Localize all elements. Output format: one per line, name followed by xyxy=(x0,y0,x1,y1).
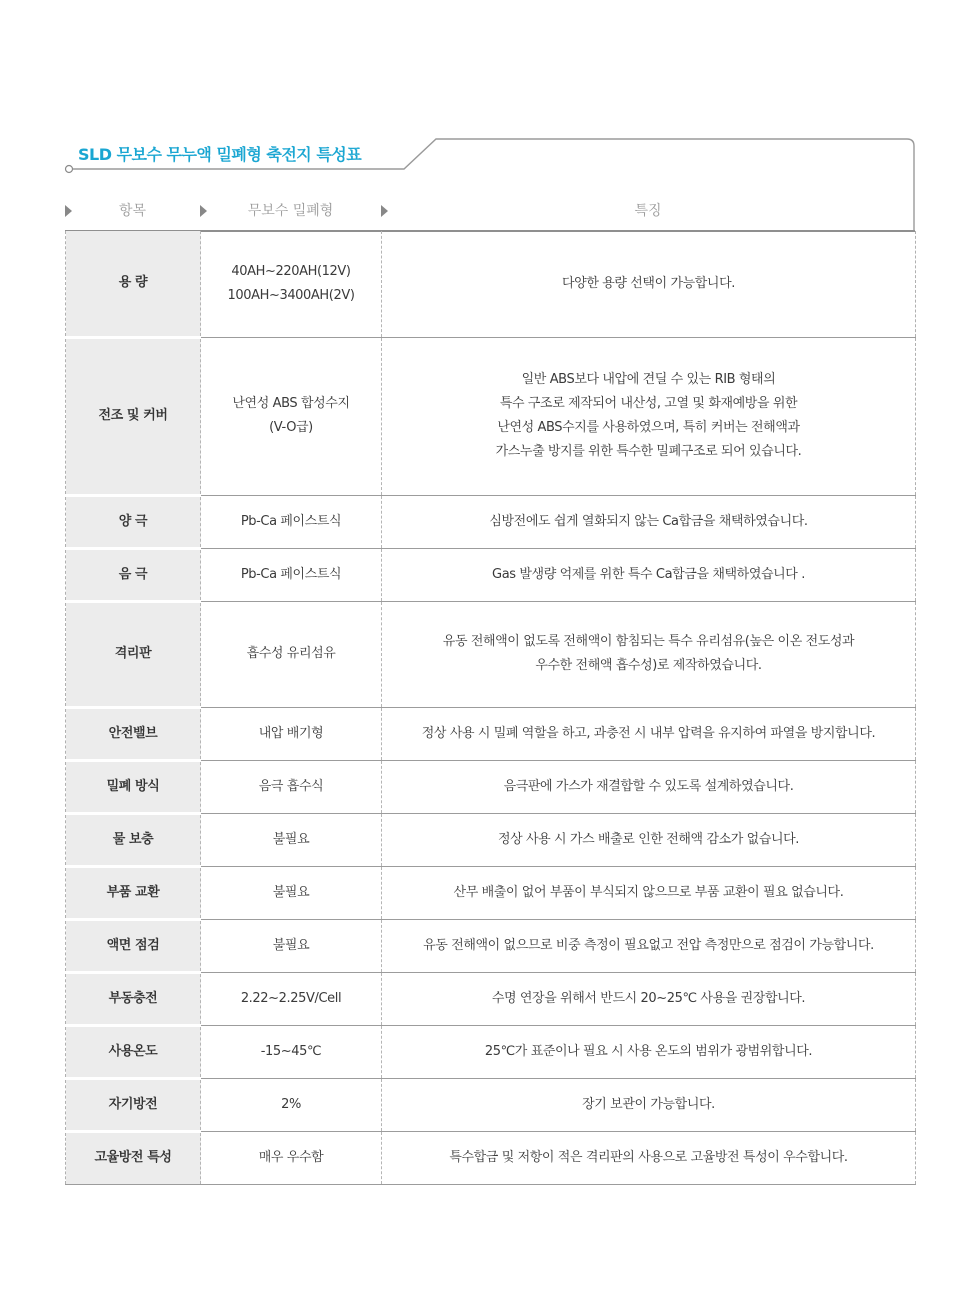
table-row xyxy=(66,337,916,495)
item-value xyxy=(201,1078,382,1131)
spec-table-body xyxy=(66,231,916,1184)
feature-line: 일반 ABS보다 내압에 견딜 수 있는 RIB 형태의 xyxy=(521,372,776,387)
item-value xyxy=(201,337,382,495)
table-row xyxy=(66,707,916,760)
item-value xyxy=(201,1025,382,1078)
table-row xyxy=(66,866,916,919)
item-value xyxy=(201,707,382,760)
item-label: 고율방전 특성 xyxy=(66,1131,201,1184)
item-label: 격리판 xyxy=(66,601,201,707)
table-row xyxy=(66,1078,916,1131)
spec-table xyxy=(65,231,916,1185)
table-row xyxy=(66,601,916,707)
item-value xyxy=(201,548,382,601)
value-line: 불필요 xyxy=(272,831,310,847)
item-feature xyxy=(382,972,916,1025)
value-line: 불필요 xyxy=(272,884,310,900)
item-label: 자기방전 xyxy=(66,1078,201,1131)
feature-line: 특수 구조로 제작되어 내산성, 고열 및 화재예방을 위한 xyxy=(499,396,798,411)
feature-line: 특수합금 및 저항이 적은 격리판의 사용으로 고율방전 특성이 우수합니다. xyxy=(449,1149,848,1165)
value-line: -15~45℃ xyxy=(260,1043,322,1059)
item-label: 용 량 xyxy=(66,231,201,337)
item-label: 밀폐 방식 xyxy=(66,760,201,813)
feature-line: 난연성 ABS수지를 사용하였으며, 특히 커버는 전해액과 xyxy=(497,420,800,435)
value-line: 100AH~3400AH(2V) xyxy=(227,287,355,303)
item-label: 액면 점검 xyxy=(66,919,201,972)
table-row xyxy=(66,231,916,337)
item-feature xyxy=(382,1078,916,1131)
item-value xyxy=(201,601,382,707)
feature-line: 25℃가 표준이나 필요 시 사용 온도의 범위가 광범위합니다. xyxy=(484,1043,813,1059)
value-line: 음극 흡수식 xyxy=(258,778,324,794)
feature-line: 다양한 용량 선택이 가능합니다. xyxy=(562,275,735,291)
item-label: 양 극 xyxy=(66,495,201,548)
feature-line: 정상 사용 시 가스 배출로 인한 전해액 감소가 없습니다. xyxy=(497,831,800,847)
header-item: 항목 xyxy=(118,203,147,219)
item-value xyxy=(201,760,382,813)
value-line: Pb-Ca 페이스트식 xyxy=(240,513,342,529)
feature-line: 장기 보관이 가능합니다. xyxy=(582,1096,715,1112)
item-value xyxy=(201,1131,382,1184)
item-value xyxy=(201,919,382,972)
item-feature xyxy=(382,231,916,337)
item-feature xyxy=(382,813,916,866)
value-line: 40AH~220AH(12V) xyxy=(231,263,351,279)
value-line: 2.22~2.25V/Cell xyxy=(240,990,342,1006)
feature-line: 수명 연장을 위해서 반드시 20~25℃ 사용을 권장합니다. xyxy=(491,990,806,1006)
feature-line: 우수한 전해액 흡수성)로 제작하였습니다. xyxy=(535,658,762,673)
feature-line: 가스누출 방지를 위한 특수한 밀폐구조로 되어 있습니다. xyxy=(495,444,802,459)
item-value xyxy=(201,866,382,919)
item-feature xyxy=(382,495,916,548)
document-title: SLD 무보수 무누액 밀폐형 축전지 특성표 xyxy=(78,145,362,164)
value-line: 매우 우수함 xyxy=(258,1149,324,1165)
item-label: 부동충전 xyxy=(66,972,201,1025)
table-row xyxy=(66,495,916,548)
feature-line: 유동 전해액이 없으므로 비중 측정이 필요없고 전압 측정만으로 점검이 가능합니다. xyxy=(423,937,874,953)
value-line: 내압 배기형 xyxy=(258,725,324,741)
feature-line: 심방전에도 쉽게 열화되지 않는 Ca합금을 채택하였습니다. xyxy=(489,513,808,529)
table-row xyxy=(66,919,916,972)
table-row xyxy=(66,548,916,601)
feature-line: 산무 배출이 없어 부품이 부식되지 않으므로 부품 교환이 필요 없습니다. xyxy=(453,884,844,900)
item-feature xyxy=(382,866,916,919)
item-feature xyxy=(382,548,916,601)
value-line: 불필요 xyxy=(272,937,310,953)
item-feature xyxy=(382,601,916,707)
item-label: 물 보충 xyxy=(66,813,201,866)
feature-line: 음극판에 가스가 재결합할 수 있도록 설계하였습니다. xyxy=(503,778,794,794)
value-line: 2% xyxy=(281,1096,301,1112)
item-value xyxy=(201,813,382,866)
item-feature xyxy=(382,707,916,760)
item-value xyxy=(201,231,382,337)
item-label: 전조 및 커버 xyxy=(66,337,201,495)
item-label: 음 극 xyxy=(66,548,201,601)
item-feature xyxy=(382,919,916,972)
item-value xyxy=(201,495,382,548)
item-value xyxy=(201,972,382,1025)
value-line: (V-O급) xyxy=(269,420,313,435)
item-feature xyxy=(382,760,916,813)
header-feature: 특징 xyxy=(634,203,662,219)
item-feature xyxy=(382,337,916,495)
table-header xyxy=(0,198,970,224)
feature-line: 정상 사용 시 밀폐 역할을 하고, 과충전 시 내부 압력을 유지하여 파열을 방지합니다. xyxy=(421,725,876,741)
item-label: 안전밸브 xyxy=(66,707,201,760)
value-line: 난연성 ABS 합성수지 xyxy=(232,396,350,411)
table-row xyxy=(66,813,916,866)
item-feature xyxy=(382,1131,916,1184)
table-row xyxy=(66,1131,916,1184)
feature-line: Gas 발생량 억제를 위한 특수 Ca합금을 채택하였습니다 . xyxy=(492,566,805,582)
table-row xyxy=(66,972,916,1025)
feature-line: 유동 전해액이 없도록 전해액이 함침되는 특수 유리섬유(높은 이온 전도성과 xyxy=(442,634,855,649)
value-line: Pb-Ca 페이스트식 xyxy=(240,566,342,582)
item-label: 사용온도 xyxy=(66,1025,201,1078)
item-feature xyxy=(382,1025,916,1078)
item-label: 부품 교환 xyxy=(66,866,201,919)
table-row xyxy=(66,1025,916,1078)
table-row xyxy=(66,760,916,813)
header-maintenance-free: 무보수 밀폐형 xyxy=(247,203,334,219)
value-line: 흡수성 유리섬유 xyxy=(246,646,336,661)
